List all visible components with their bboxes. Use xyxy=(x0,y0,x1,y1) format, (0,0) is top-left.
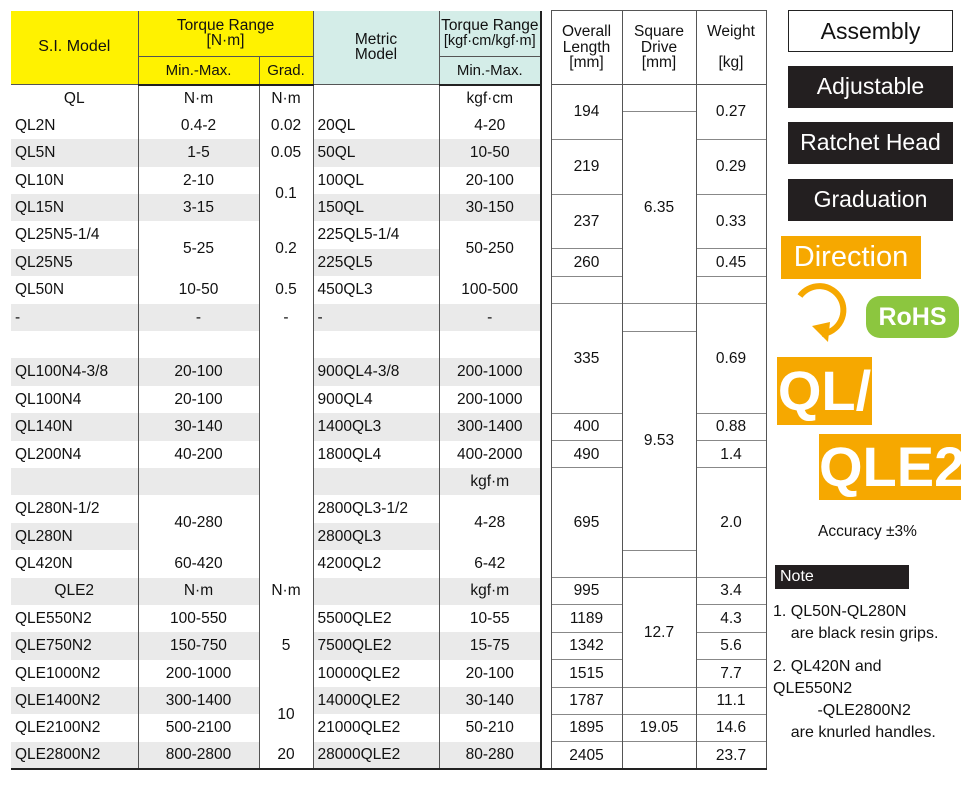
metric-model-cell: 225QL5-1/4 xyxy=(313,221,439,248)
header-torque-range-kgf: Torque Range [kgf·cm/kgf·m] xyxy=(439,11,541,57)
torque-kgf-cell: kgf·m xyxy=(439,578,541,605)
torque-kgf-cell: 6-42 xyxy=(439,550,541,577)
square-drive-cell: 12.7 xyxy=(622,578,696,688)
column-gap xyxy=(541,660,551,687)
table-row xyxy=(11,578,766,605)
column-gap xyxy=(541,468,551,495)
square-drive-cell xyxy=(622,550,696,577)
column-gap xyxy=(541,276,551,303)
torque-kgf-cell: 300-1400 xyxy=(439,413,541,440)
torque-kgf-cell: 20-100 xyxy=(439,660,541,687)
square-drive-cell xyxy=(622,742,696,769)
column-gap xyxy=(541,605,551,632)
torque-kgf-cell: 400-2000 xyxy=(439,441,541,468)
square-drive-cell xyxy=(622,85,696,112)
si-model-cell: QL25N5-1/4 xyxy=(11,221,138,248)
torque-nm-cell: 3-15 xyxy=(138,194,259,221)
torque-nm-cell: 5-25 xyxy=(138,221,259,276)
grad-cell: N·m xyxy=(259,578,313,605)
logo-ql: QL/ xyxy=(777,357,872,425)
si-model-cell: QL10N xyxy=(11,167,138,194)
si-model-cell: QL5N xyxy=(11,139,138,166)
overall-length-cell: 695 xyxy=(551,468,622,578)
overall-length-cell: 1515 xyxy=(551,660,622,687)
square-drive-cell: 19.05 xyxy=(622,714,696,741)
si-model-cell xyxy=(11,468,138,495)
si-model-cell: QL280N xyxy=(11,523,138,550)
metric-model-cell: 50QL xyxy=(313,139,439,166)
weight-cell: 1.4 xyxy=(696,441,766,468)
column-gap xyxy=(541,112,551,139)
metric-model-cell: 1400QL3 xyxy=(313,413,439,440)
torque-nm-cell: 40-280 xyxy=(138,495,259,550)
overall-length-cell: 237 xyxy=(551,194,622,249)
si-model-cell: QL420N xyxy=(11,550,138,577)
torque-kgf-cell: 15-75 xyxy=(439,632,541,659)
square-drive-cell: 9.53 xyxy=(622,331,696,550)
column-gap xyxy=(541,221,551,248)
header-metric-model: Metric Model xyxy=(313,11,439,85)
torque-nm-cell: 30-140 xyxy=(138,413,259,440)
torque-kgf-cell: 20-100 xyxy=(439,167,541,194)
grad-cell xyxy=(259,331,313,550)
torque-kgf-cell xyxy=(439,331,541,358)
header-torque-range-nm: Torque Range [N·m] xyxy=(138,11,313,57)
metric-model-cell: 2800QL3 xyxy=(313,523,439,550)
torque-nm-cell: 800-2800 xyxy=(138,742,259,769)
grad-cell: 0.1 xyxy=(259,167,313,222)
si-model-cell: QL100N4 xyxy=(11,386,138,413)
metric-model-cell: 28000QLE2 xyxy=(313,742,439,769)
table-row xyxy=(11,304,766,331)
torque-kgf-cell: 30-140 xyxy=(439,687,541,714)
torque-nm-cell: 10-50 xyxy=(138,276,259,303)
square-drive-cell xyxy=(622,687,696,714)
table-row xyxy=(11,85,766,112)
metric-model-cell: 14000QLE2 xyxy=(313,687,439,714)
square-drive-cell: 6.35 xyxy=(622,112,696,304)
torque-kgf-cell: 30-150 xyxy=(439,194,541,221)
weight-cell xyxy=(696,276,766,303)
si-model-cell: QLE750N2 xyxy=(11,632,138,659)
grad-cell: 10 xyxy=(259,687,313,742)
torque-kgf-cell: 10-55 xyxy=(439,605,541,632)
torque-kgf-cell: 80-280 xyxy=(439,742,541,769)
torque-kgf-cell: 50-250 xyxy=(439,221,541,276)
column-gap xyxy=(541,358,551,385)
torque-nm-cell: 60-420 xyxy=(138,550,259,577)
overall-length-cell: 335 xyxy=(551,304,622,414)
si-model-cell: QL200N4 xyxy=(11,441,138,468)
si-model-cell: QL140N xyxy=(11,413,138,440)
si-model-cell: QL xyxy=(11,85,138,112)
overall-length-cell: 1189 xyxy=(551,605,622,632)
column-gap xyxy=(541,742,551,769)
column-gap xyxy=(541,139,551,166)
column-gap xyxy=(541,249,551,276)
metric-model-cell: 21000QLE2 xyxy=(313,714,439,741)
header-min-max-nm: Min.-Max. xyxy=(138,56,259,85)
torque-kgf-cell: kgf·cm xyxy=(439,85,541,112)
torque-nm-cell: - xyxy=(138,304,259,331)
graduation-badge: Graduation xyxy=(788,179,953,221)
grad-cell: 5 xyxy=(259,605,313,687)
overall-length-cell: 400 xyxy=(551,413,622,440)
logo-qle2: QLE2 xyxy=(819,435,966,498)
torque-nm-cell xyxy=(138,468,259,495)
torque-nm-cell: 0.4-2 xyxy=(138,112,259,139)
table-row xyxy=(11,112,766,139)
torque-kgf-cell: kgf·m xyxy=(439,468,541,495)
column-gap xyxy=(541,687,551,714)
table-row xyxy=(11,742,766,769)
si-model-cell: QLE550N2 xyxy=(11,605,138,632)
si-model-cell: QL25N5 xyxy=(11,249,138,276)
column-gap xyxy=(541,441,551,468)
overall-length-cell: 1895 xyxy=(551,714,622,741)
torque-nm-cell: 20-100 xyxy=(138,358,259,385)
torque-nm-cell: 150-750 xyxy=(138,632,259,659)
adjustable-badge: Adjustable xyxy=(788,66,953,108)
torque-kgf-cell: 200-1000 xyxy=(439,358,541,385)
grad-cell: 0.05 xyxy=(259,139,313,166)
metric-model-cell: 100QL xyxy=(313,167,439,194)
header-overall-length: Overall Length [mm] xyxy=(551,11,622,85)
overall-length-cell: 1787 xyxy=(551,687,622,714)
column-gap xyxy=(541,413,551,440)
si-model-cell: QL15N xyxy=(11,194,138,221)
weight-cell: 14.6 xyxy=(696,714,766,741)
column-gap xyxy=(541,714,551,741)
torque-nm-cell: 20-100 xyxy=(138,386,259,413)
header-min-max-kgf: Min.-Max. xyxy=(439,56,541,85)
metric-model-cell: 225QL5 xyxy=(313,249,439,276)
metric-model-cell: 7500QLE2 xyxy=(313,632,439,659)
torque-nm-cell: N·m xyxy=(138,85,259,112)
torque-kgf-cell: 200-1000 xyxy=(439,386,541,413)
overall-length-cell: 995 xyxy=(551,578,622,605)
overall-length-cell: 490 xyxy=(551,441,622,468)
table-row xyxy=(11,550,766,577)
metric-model-cell xyxy=(313,331,439,358)
square-drive-cell xyxy=(622,304,696,331)
metric-model-cell: 2800QL3-1/2 xyxy=(313,495,439,522)
assembly-badge: Assembly xyxy=(788,10,953,52)
weight-cell: 7.7 xyxy=(696,660,766,687)
torque-nm-cell: 40-200 xyxy=(138,441,259,468)
header-weight: Weight [kg] xyxy=(696,11,766,85)
torque-nm-cell xyxy=(138,331,259,358)
column-gap xyxy=(541,386,551,413)
weight-cell: 0.45 xyxy=(696,249,766,276)
weight-cell: 23.7 xyxy=(696,742,766,769)
header-si-model: S.I. Model xyxy=(11,11,138,85)
metric-model-cell: 450QL3 xyxy=(313,276,439,303)
metric-model-cell: 150QL xyxy=(313,194,439,221)
torque-kgf-cell: 50-210 xyxy=(439,714,541,741)
torque-nm-cell: 500-2100 xyxy=(138,714,259,741)
metric-model-cell xyxy=(313,85,439,112)
overall-length-cell: 260 xyxy=(551,249,622,276)
weight-cell: 0.69 xyxy=(696,304,766,414)
overall-length-cell: 1342 xyxy=(551,632,622,659)
torque-nm-cell: 100-550 xyxy=(138,605,259,632)
table-row xyxy=(11,714,766,741)
column-gap xyxy=(541,550,551,577)
note-1: 1. QL50N-QL280N are black resin grips. xyxy=(773,603,939,642)
weight-cell: 0.33 xyxy=(696,194,766,249)
weight-cell: 2.0 xyxy=(696,468,766,578)
weight-cell: 4.3 xyxy=(696,605,766,632)
si-model-cell: QL50N xyxy=(11,276,138,303)
weight-cell: 3.4 xyxy=(696,578,766,605)
metric-model-cell: 20QL xyxy=(313,112,439,139)
column-gap xyxy=(541,304,551,331)
weight-cell: 0.27 xyxy=(696,85,766,140)
grad-cell: 0.2 xyxy=(259,221,313,276)
torque-kgf-cell: - xyxy=(439,304,541,331)
header-grad: Grad. xyxy=(259,56,313,85)
overall-length-cell: 219 xyxy=(551,139,622,194)
metric-model-cell: 900QL4-3/8 xyxy=(313,358,439,385)
metric-model-cell: 1800QL4 xyxy=(313,441,439,468)
si-model-cell: QL2N xyxy=(11,112,138,139)
grad-cell: N·m xyxy=(259,85,313,112)
column-gap xyxy=(541,85,551,112)
si-model-cell: QLE2800N2 xyxy=(11,742,138,769)
si-model-cell: QLE1400N2 xyxy=(11,687,138,714)
torque-kgf-cell: 10-50 xyxy=(439,139,541,166)
si-model-cell: - xyxy=(11,304,138,331)
torque-nm-cell: N·m xyxy=(138,578,259,605)
note-title: Note xyxy=(775,565,909,589)
torque-nm-cell: 200-1000 xyxy=(138,660,259,687)
si-model-cell: QLE2100N2 xyxy=(11,714,138,741)
weight-cell: 0.88 xyxy=(696,413,766,440)
column-gap xyxy=(541,578,551,605)
note-2: 2. QL420N and QLE550N2 -QLE2800N2 are knurled handles. xyxy=(773,658,936,741)
overall-length-cell xyxy=(551,276,622,303)
torque-kgf-cell: 100-500 xyxy=(439,276,541,303)
torque-nm-cell: 300-1400 xyxy=(138,687,259,714)
grad-cell: - xyxy=(259,304,313,331)
grad-cell: 0.02 xyxy=(259,112,313,139)
column-gap xyxy=(541,523,551,550)
accuracy-text: Accuracy ±3% xyxy=(818,523,917,540)
grad-cell xyxy=(259,550,313,577)
curved-arrow-icon xyxy=(792,282,856,342)
rohs-badge: RoHS xyxy=(866,296,959,338)
metric-model-cell: 5500QLE2 xyxy=(313,605,439,632)
weight-cell: 5.6 xyxy=(696,632,766,659)
column-gap xyxy=(541,632,551,659)
ratchet-head-badge: Ratchet Head xyxy=(788,122,953,164)
grad-cell: 20 xyxy=(259,742,313,769)
metric-model-cell: 10000QLE2 xyxy=(313,660,439,687)
si-model-cell: QL280N-1/2 xyxy=(11,495,138,522)
si-model-cell: QL100N4-3/8 xyxy=(11,358,138,385)
header-square-drive: Square Drive [mm] xyxy=(622,11,696,85)
metric-model-cell: - xyxy=(313,304,439,331)
weight-cell: 11.1 xyxy=(696,687,766,714)
metric-model-cell: 4200QL2 xyxy=(313,550,439,577)
table-row xyxy=(11,687,766,714)
si-model-cell: QLE2 xyxy=(11,578,138,605)
metric-model-cell: 900QL4 xyxy=(313,386,439,413)
grad-cell: 0.5 xyxy=(259,276,313,303)
direction-badge: Direction xyxy=(781,236,921,279)
table-row xyxy=(11,331,766,358)
column-gap xyxy=(541,167,551,194)
column-gap xyxy=(541,495,551,522)
si-model-cell: QLE1000N2 xyxy=(11,660,138,687)
column-gap xyxy=(541,331,551,358)
overall-length-cell: 2405 xyxy=(551,742,622,769)
si-model-cell xyxy=(11,331,138,358)
overall-length-cell: 194 xyxy=(551,85,622,140)
column-gap xyxy=(541,11,551,85)
metric-model-cell xyxy=(313,578,439,605)
torque-nm-cell: 2-10 xyxy=(138,167,259,194)
metric-model-cell xyxy=(313,468,439,495)
spec-table xyxy=(11,10,767,770)
torque-kgf-cell: 4-20 xyxy=(439,112,541,139)
torque-kgf-cell: 4-28 xyxy=(439,495,541,550)
column-gap xyxy=(541,194,551,221)
torque-nm-cell: 1-5 xyxy=(138,139,259,166)
weight-cell: 0.29 xyxy=(696,139,766,194)
